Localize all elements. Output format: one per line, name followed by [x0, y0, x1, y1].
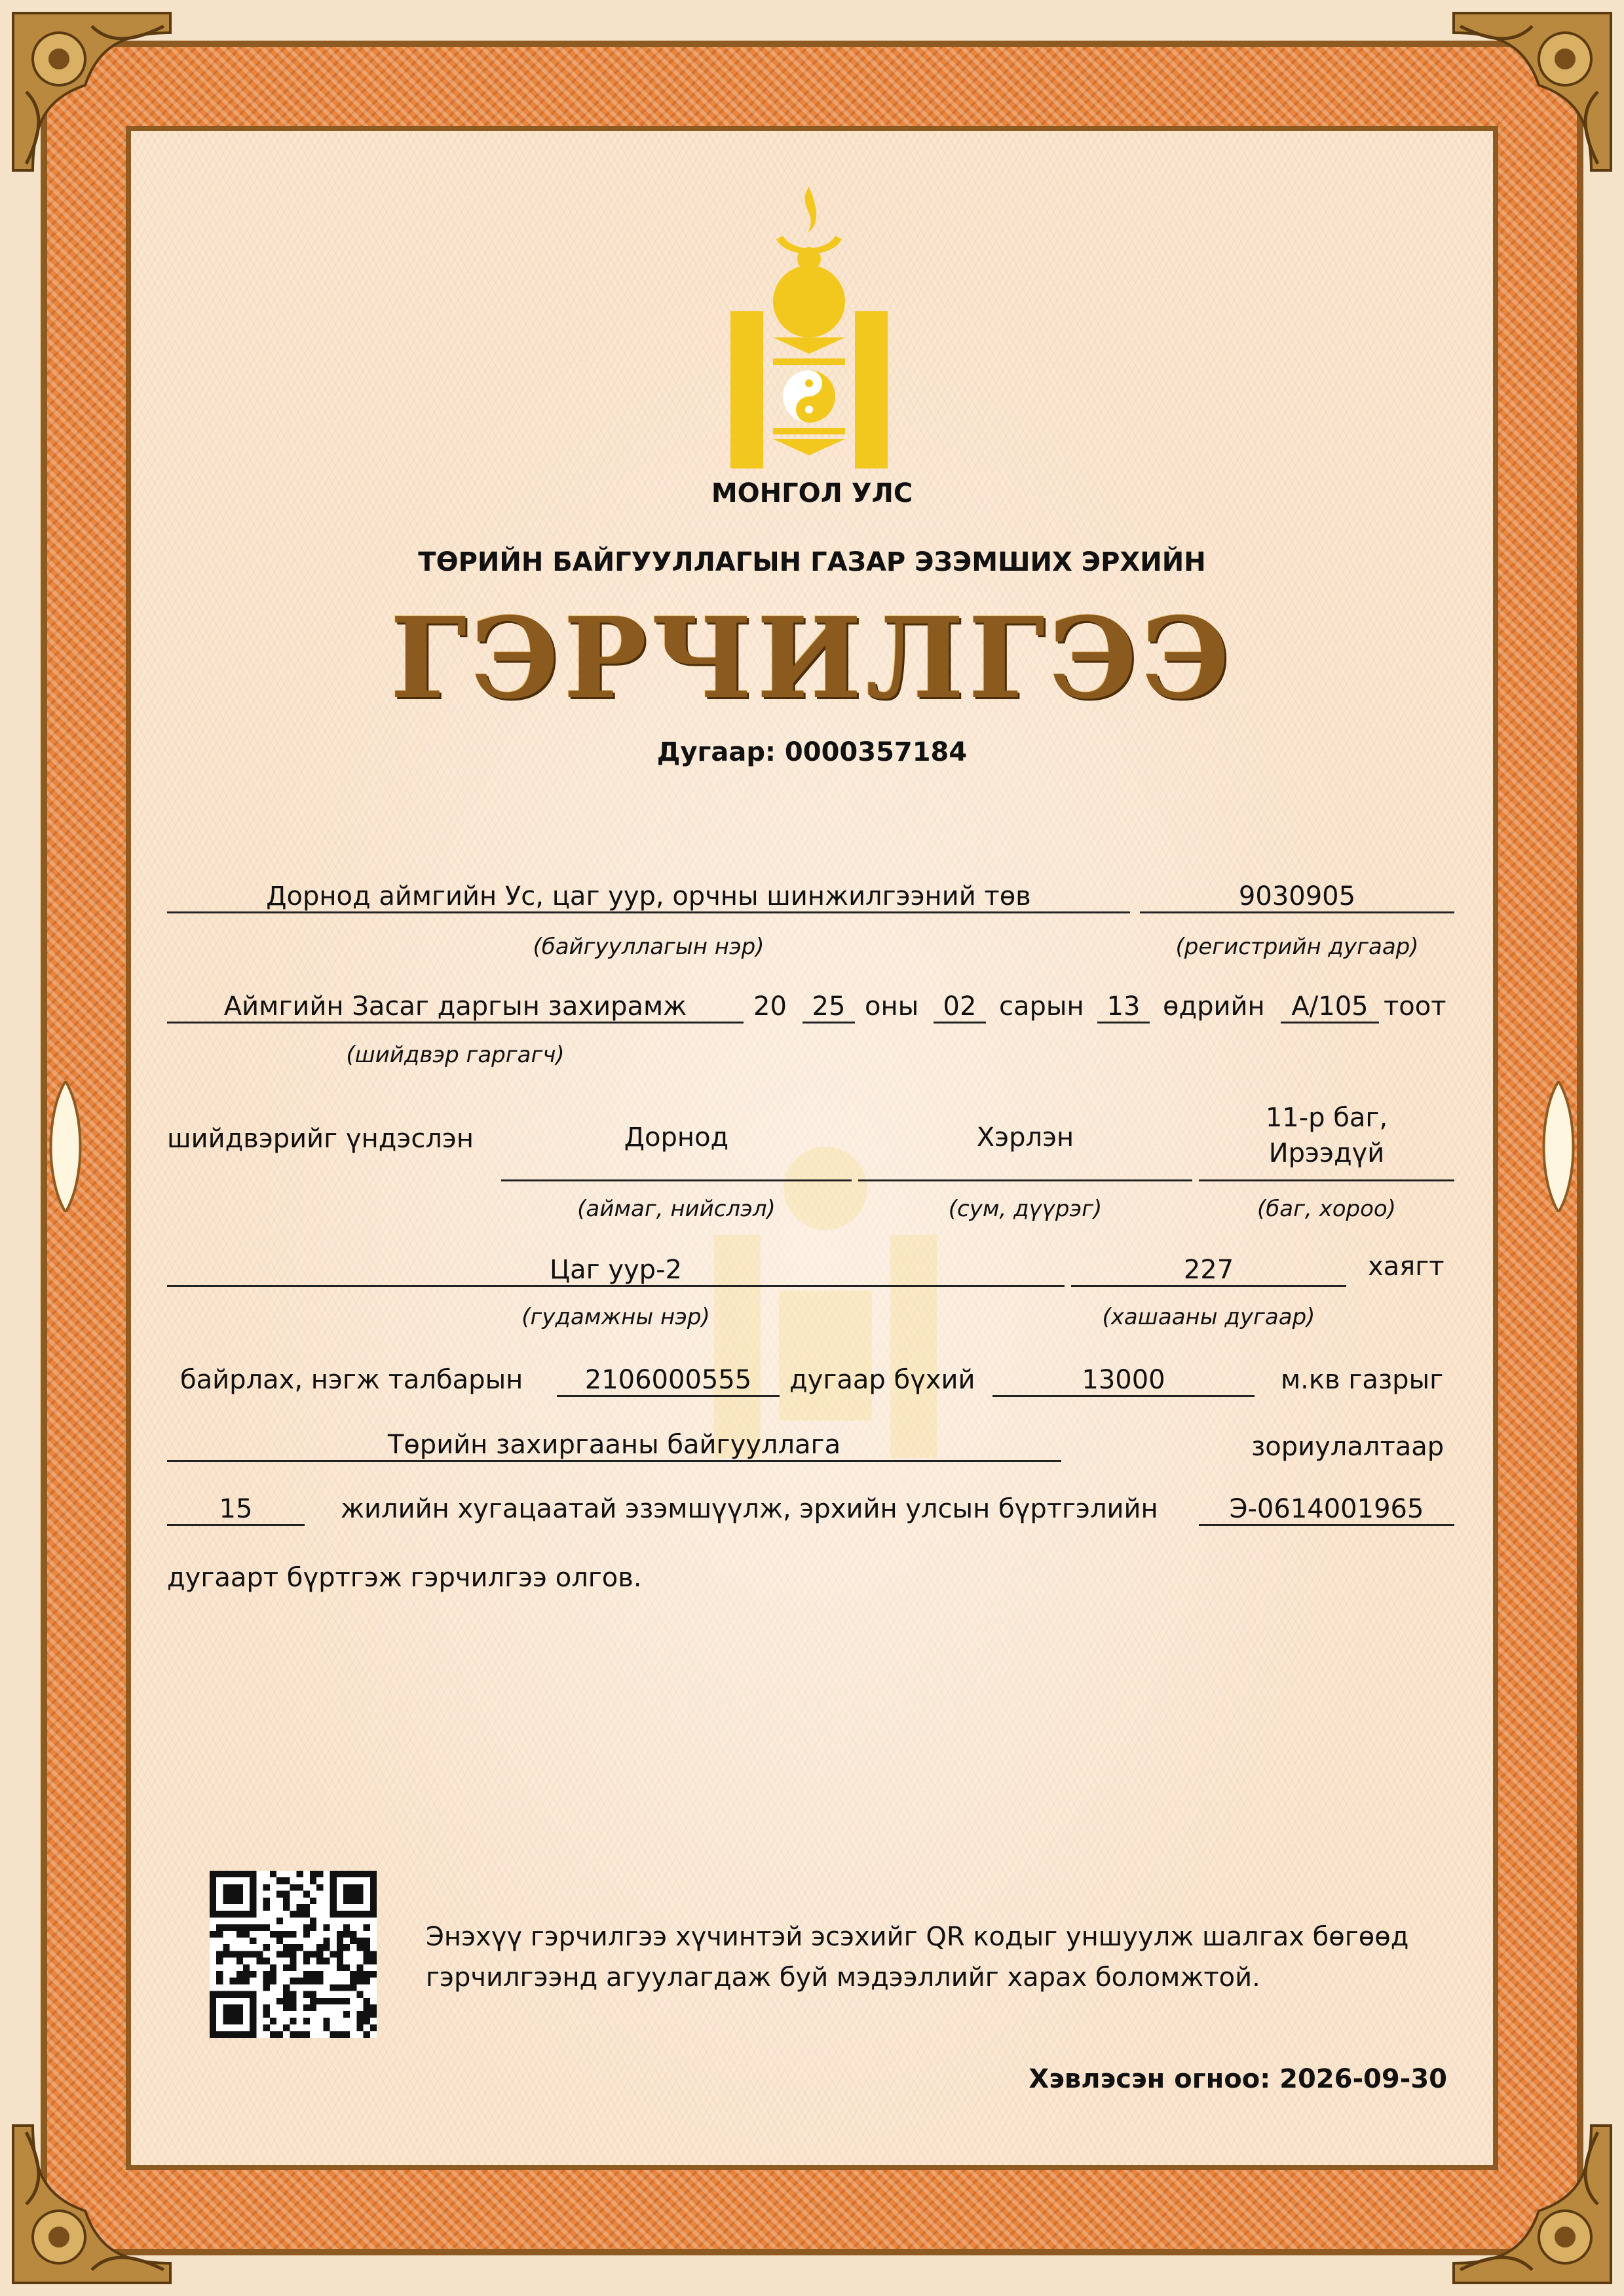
year-prefix: 20 — [753, 991, 787, 1022]
decision-number-field: А/105 — [1281, 991, 1379, 1024]
qr-code-icon — [210, 1871, 377, 2038]
year-word: оны — [865, 991, 919, 1022]
month-word: сарын — [999, 991, 1084, 1022]
years-suffix: жилийн хугацаатай эзэмшүүлж, эрхийн улсын бүртгэлийн — [341, 1494, 1158, 1524]
sum-caption: (сум, дүүрэг) — [948, 1196, 1103, 1222]
register-number-field: 9030905 — [1140, 881, 1454, 913]
soyombo-emblem-icon — [730, 187, 888, 469]
side-ornament-icon — [1539, 1081, 1578, 1212]
qr-note-line-1: Энэхүү гэрчилгээ хүчинтэй эсэхийг QR кодыг уншуулж шалгах бөгөөд — [426, 1922, 1409, 1952]
parcel-lead-text: байрлах, нэгж талбарын — [180, 1365, 523, 1395]
purpose-field: Төрийн захиргааны байгууллага — [167, 1430, 1061, 1462]
certificate-subtitle: ТӨРИЙН БАЙГУУЛЛАГЫН ГАЗАР ЭЗЭМШИХ ЭРХИЙН — [418, 547, 1206, 577]
day-word: өдрийн — [1163, 991, 1265, 1022]
aimag-field: Дорнод — [501, 1122, 852, 1181]
area-field: 13000 — [992, 1365, 1255, 1397]
organization-name-field: Дорнод аймгийн Ус, цаг уур, орчны шинжилгээний төв — [167, 881, 1130, 913]
area-suffix: м.кв газрыг — [1281, 1365, 1444, 1395]
bag-field — [1199, 1103, 1454, 1181]
unit-suffix: дугаар бүхий — [789, 1365, 975, 1395]
country-name: МОНГОЛ УЛС — [711, 478, 913, 508]
unit-number-field: 2106000555 — [557, 1365, 780, 1397]
certificate-number: Дугаар: 0000357184 — [656, 737, 968, 767]
registration-number-field: Э-0614001965 — [1199, 1494, 1454, 1526]
years-field: 15 — [167, 1494, 305, 1526]
corner-ornament-icon — [1447, 2119, 1617, 2289]
closing-line: дугаарт бүртгэж гэрчилгээ олгов. — [167, 1563, 642, 1593]
decision-issuer-field: Аймгийн Засаг даргын захирамж — [167, 991, 744, 1024]
qr-verification-note — [426, 1917, 1408, 1998]
qr-note-line-2: гэрчилгээнд агуулагдаж буй мэдээллийг харах боломжтой. — [426, 1962, 1260, 1993]
day-field: 13 — [1097, 991, 1150, 1024]
purpose-suffix: зориулалтаар — [1251, 1432, 1445, 1462]
sum-field: Хэрлэн — [858, 1122, 1192, 1181]
corner-ornament-icon — [7, 7, 177, 177]
yard-number-caption: (хашааны дугаар) — [1102, 1304, 1315, 1330]
aimag-caption: (аймаг, нийслэл) — [577, 1196, 776, 1222]
location-lead-text: шийдвэрийг үндэслэн — [167, 1124, 474, 1154]
street-caption: (гудамжны нэр) — [521, 1304, 710, 1330]
bag-line-2: Ирээдүй — [1268, 1138, 1385, 1168]
month-field: 02 — [934, 991, 986, 1024]
decision-issuer-caption: (шийдвэр гаргагч) — [346, 1042, 565, 1068]
printed-date: Хэвлэсэн огноо: 2026-09-30 — [1029, 2064, 1447, 2094]
decision-number-word: тоот — [1384, 991, 1446, 1022]
register-number-caption: (регистрийн дугаар) — [1175, 934, 1419, 960]
corner-ornament-icon — [7, 2119, 177, 2289]
year-field: 25 — [803, 991, 855, 1024]
bag-line-1: 11-р баг, — [1265, 1103, 1388, 1133]
corner-ornament-icon — [1447, 7, 1617, 177]
side-ornament-icon — [46, 1081, 85, 1212]
certificate-title: ГЭРЧИЛГЭЭ — [390, 593, 1234, 724]
street-field: Цаг уур-2 — [167, 1255, 1065, 1287]
yard-suffix: хаягт — [1368, 1252, 1445, 1282]
bag-caption: (баг, хороо) — [1257, 1196, 1396, 1222]
organization-name-caption: (байгууллагын нэр) — [533, 934, 765, 960]
yard-number-field: 227 — [1071, 1255, 1346, 1287]
